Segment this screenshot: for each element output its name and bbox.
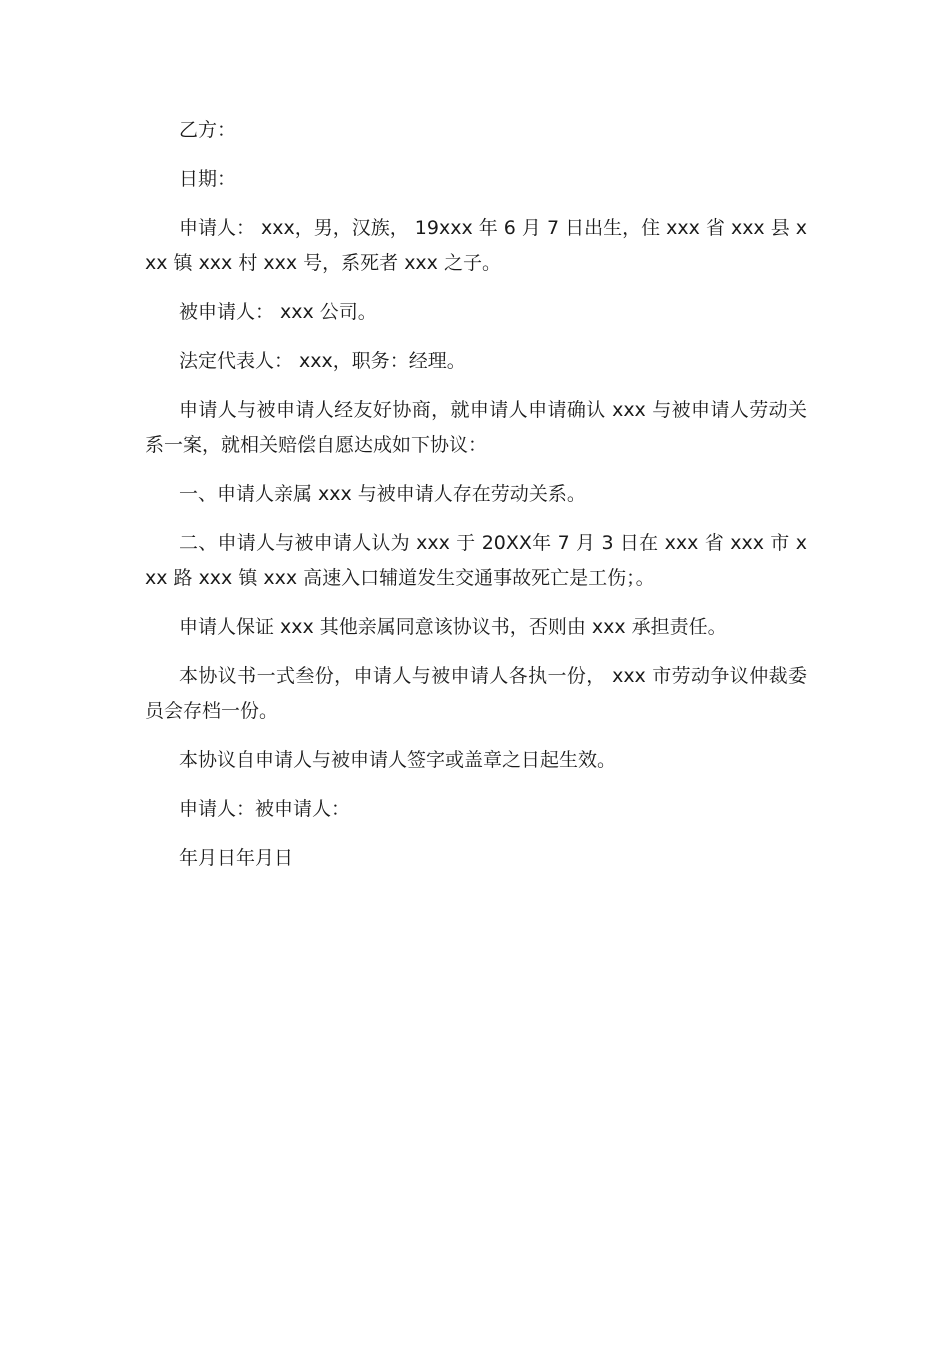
clause-two: 二、申请人与被申请人认为 xxx 于 20XX年 7 月 3 日在 xxx 省 xxx 市 xxx 路 xxx 镇 xxx 高速入口辅道发生交通事故死亡是工伤；。 xyxy=(145,532,807,589)
signature-line: 申请人：被申请人： xyxy=(179,798,351,820)
agreement-intro-paragraph: 申请人与被申请人经友好协商，就申请人申请确认 xxx 与被申请人劳动关系一案，就相关赔偿自愿达成如下协议： xyxy=(145,399,807,456)
respondent-line: 被申请人： xxx 公司。 xyxy=(179,301,377,323)
signature-date-line: 年月日年月日 xyxy=(179,847,294,869)
date-line: 日期： xyxy=(179,168,237,190)
effective-paragraph: 本协议自申请人与被申请人签字或盖章之日起生效。 xyxy=(179,749,617,771)
guarantee-paragraph: 申请人保证 xxx 其他亲属同意该协议书，否则由 xxx 承担责任。 xyxy=(179,616,727,638)
clause-one: 一、申请人亲属 xxx 与被申请人存在劳动关系。 xyxy=(179,483,586,505)
copies-paragraph: 本协议书一式叁份，申请人与被申请人各执一份， xxx 市劳动争议仲裁委员会存档一份。 xyxy=(145,665,807,722)
party-b-line: 乙方： xyxy=(179,119,237,141)
legal-representative-line: 法定代表人： xxx，职务：经理。 xyxy=(179,350,466,372)
applicant-paragraph: 申请人： xxx，男，汉族， 19xxx 年 6 月 7 日出生，住 xxx 省 xxx 县 xxx 镇 xxx 村 xxx 号，系死者 xxx 之子。 xyxy=(145,217,808,274)
document-body xyxy=(145,113,807,890)
